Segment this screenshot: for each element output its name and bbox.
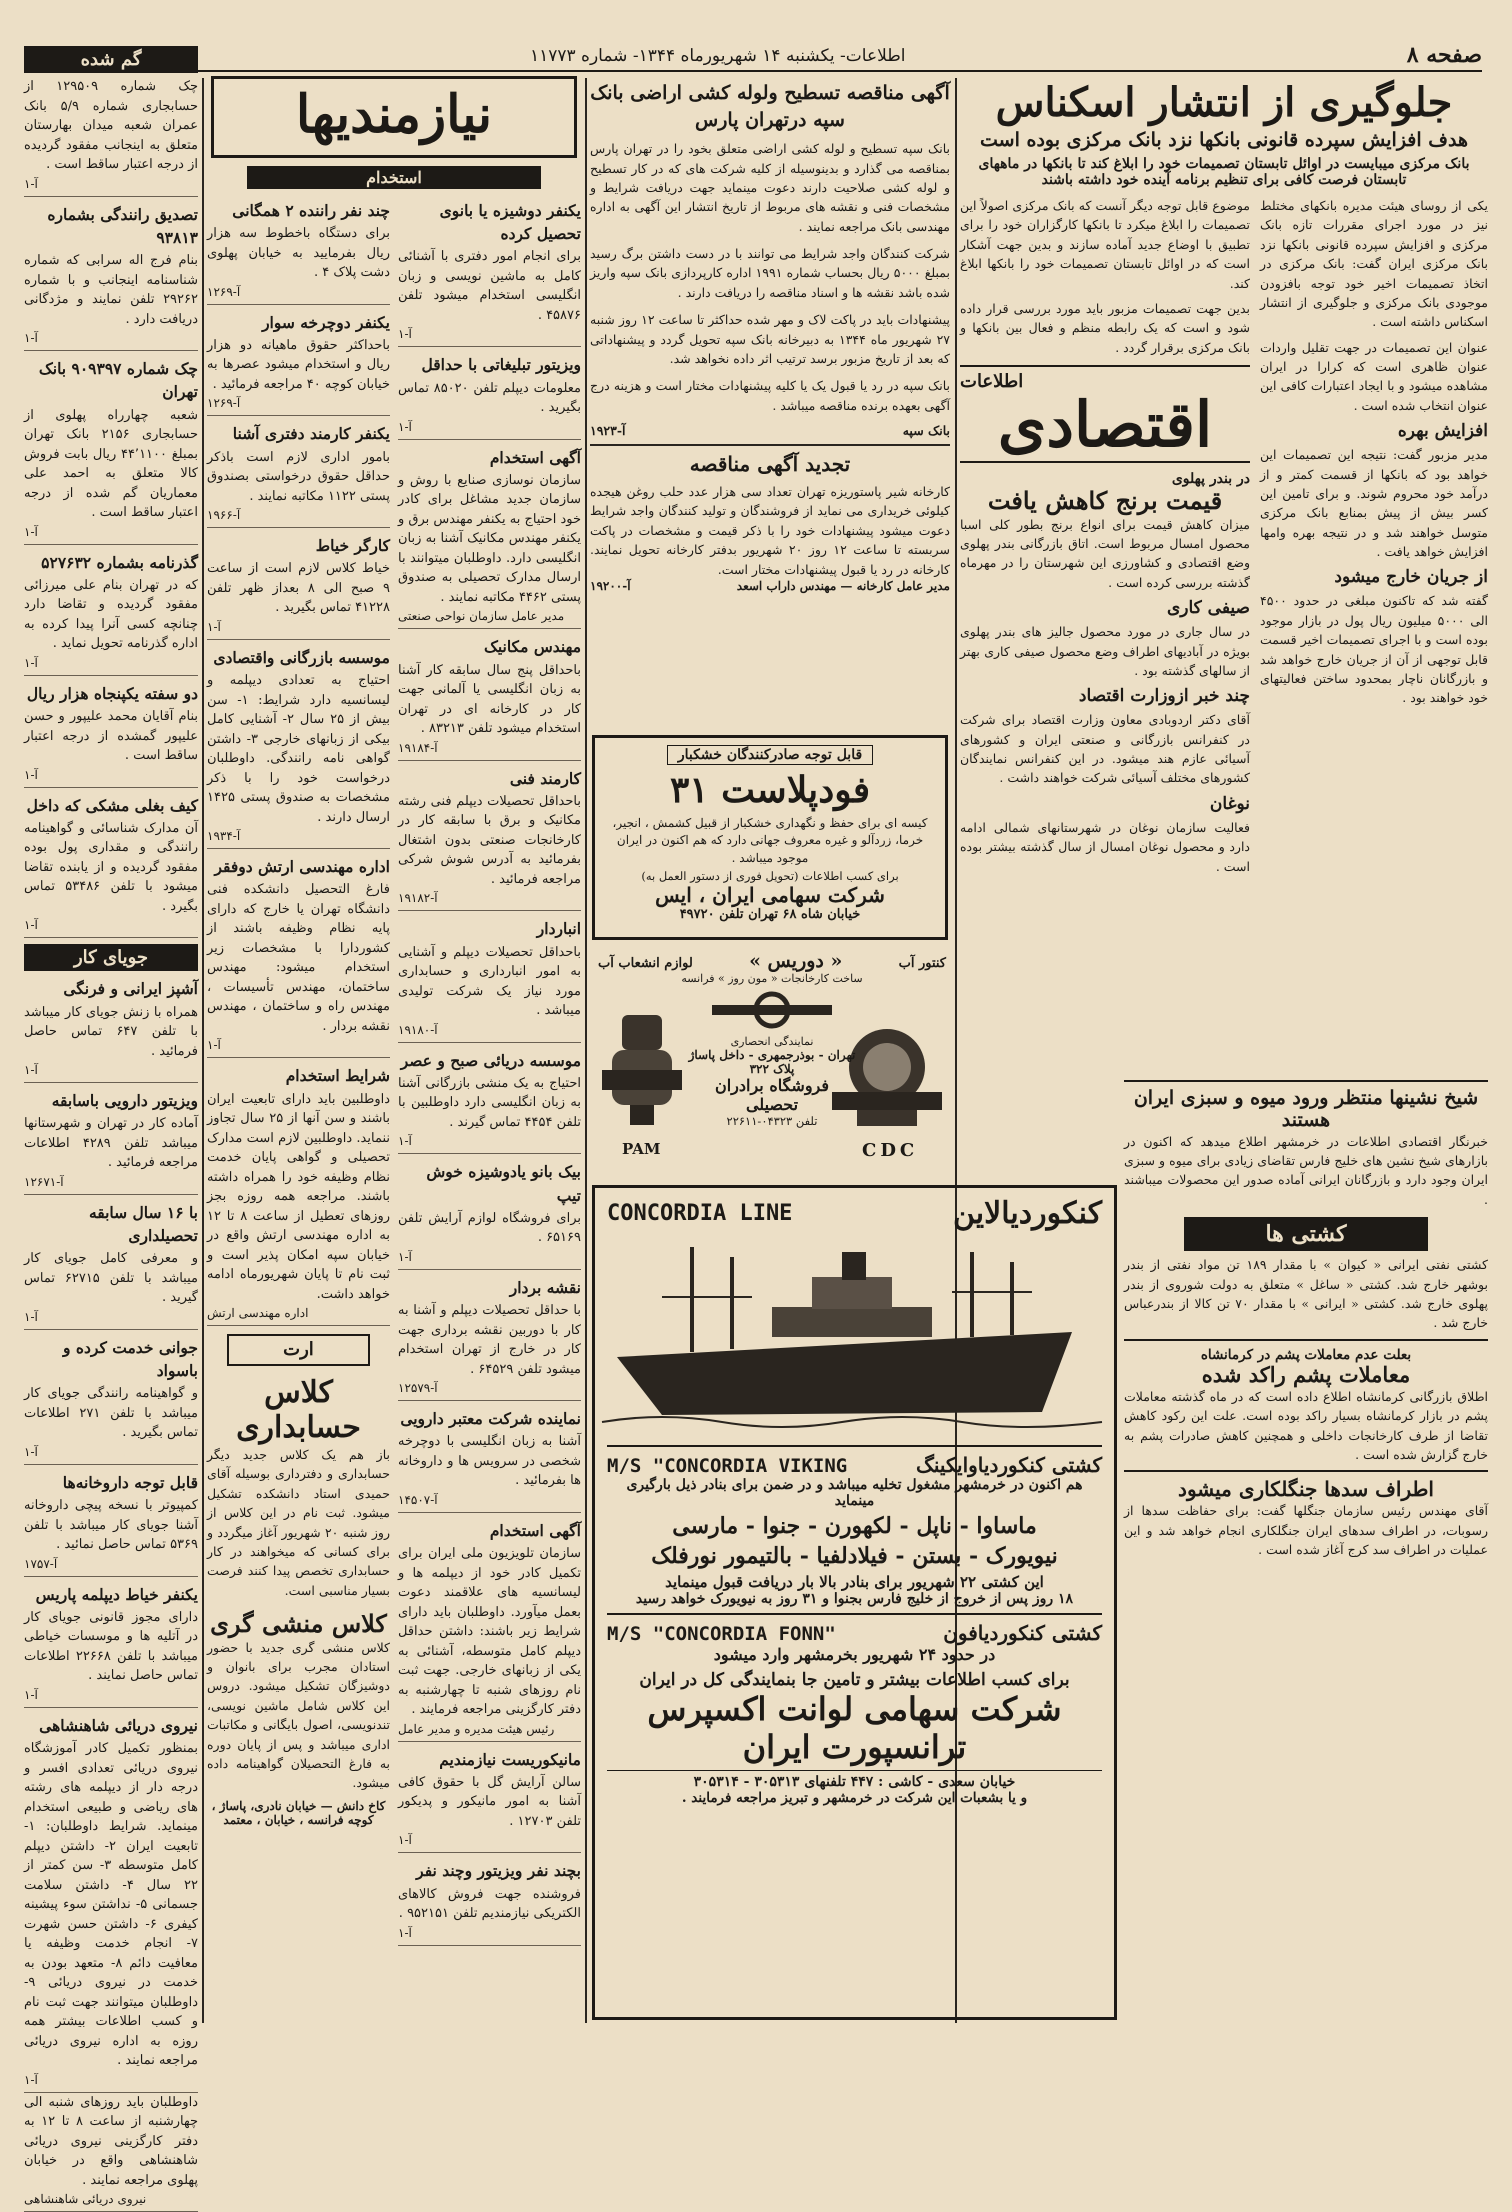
classified-title: آگهی استخدام: [398, 446, 581, 469]
classified-body: آشنا به زبان انگلیسی با دوچرخه شخصی در سرویس ها و داروخانه ها بفرمائید .: [398, 1432, 581, 1491]
classified-number: رئیس هیئت مدیره و مدیر عامل: [398, 1720, 581, 1738]
classified-item: [398, 1859, 581, 1945]
classified-title: چند نفر راننده ۲ همگانی: [207, 199, 390, 222]
classified-number: آ-۱: [207, 618, 390, 636]
classified-number: آ-۱: [398, 1831, 581, 1849]
classified-title: قابل توجه داروخانه‌ها: [24, 1471, 198, 1494]
foodplast-top: قابل توجه صادرکنندگان خشکبار: [667, 745, 873, 765]
tender2-title: تجدید آگهی مناقصه: [590, 452, 950, 476]
classified-body: سالن آرایش گل با حقوق کافی آشنا به امور مانیکور و پدیکور تلفن ۱۲۷۰۳ .: [398, 1773, 581, 1832]
classified-body: خیاط کلاس لازم است از ساعت ۹ صبح الی ۸ بعداز ظهر تلفن ۴۱۲۲۸ تماس بگیرید .: [207, 559, 390, 618]
veg-body: خبرنگار اقتصادی اطلاعات در خرمشهر اطلاع میدهد که اکنون در بازارهای شیخ نشین های خلیج فارس تقاضای زیادی برای میوه و سبزی ایران وجود دارد و بازرگانان ایرانی آماده صدور این محصولات میباشند .: [1124, 1132, 1488, 1210]
section-silk: نوغان: [960, 794, 1250, 814]
classified-body: بمنظور تکمیل کادر آموزشگاه نیروی دریائی تعدادی افسر و درجه دار از دیپلمه های رشته های ریاضی و طبیعی استخدام مینماید. شرایط داوطلبان: ۱- تابعیت ایران ۲- داشتن دیپلم کامل متوسطه ۳- سن کمتر از ۲۲ سال ۴- داشتن سلامت جسمانی ۵- نداشتن سوء پیشینه کیفری ۶- داشتن حسن شهرت ۷- انجام خدمت وظیفه یا معافیت دائم ۸- متعهد بودن به خدمت در نیروی دریائی ۹- داوطلبان میتوانند جهت ثبت نام و کسب اطلاعات بیشتر همه روزه به اداره نیروی دریائی مراجعه نمایند .: [24, 1739, 198, 2071]
classified-title: یکنفر دوچرخه سوار: [207, 311, 390, 334]
classified-body: بنام آقایان محمد علیپور و حسن علیپور گمشده از درجه اعتبار ساقط است .: [24, 707, 198, 766]
classified-body: و معرفی کامل جویای کار میباشد با تلفن ۶۲۷۱۵ تماس گیرید .: [24, 1249, 198, 1308]
classified-body: احتیاج به یک منشی بازرگانی آشنا به زبان انگلیسی دارد داوطلبین با تلفن ۴۴۵۴ تماس گیرند .: [398, 1074, 581, 1133]
classified-title: یکنفر خیاط دیپلمه پاریس: [24, 1583, 198, 1606]
classified-item: [398, 1160, 581, 1270]
tender2-sign: مدیر عامل کارخانه — مهندس داراب اسعد: [737, 579, 950, 593]
tender1-body: [590, 139, 950, 415]
column-classifieds: [207, 76, 581, 2022]
classified-number: آ-۱۹۶۶: [207, 506, 390, 524]
classified-number: آ-۱: [398, 325, 581, 343]
classified-body: شعبه چهارراه پهلوی از حسابجاری ۲۱۵۶ بانک تهران بمبلغ ۴۴٬۱۱۰۰ ریال بابت فروش کالا متعلق به احمد علی معماریان گم شده از درجه اعتبار ساقط است .: [24, 406, 198, 523]
classified-number: آ-۱: [24, 175, 198, 193]
ports-europe: ماساوا - ناپل - لکهورن - جنوا - مارسی: [607, 1513, 1102, 1539]
wool-kicker: بعلت عدم معاملات پشم در کرمانشاه: [1124, 1339, 1488, 1363]
masthead: نیازمندیها: [211, 76, 577, 158]
classified-title: انباردار: [398, 917, 581, 940]
hire-list-right: [398, 193, 581, 1946]
meter-sub: ساخت کارخانجات « مون روز » فرانسه: [592, 972, 952, 985]
valve-icon: [602, 1010, 682, 1130]
classified-number: آ-۱۲۶۷۱: [24, 1173, 198, 1191]
classified-item: [24, 1201, 198, 1330]
classified-item: [207, 646, 390, 849]
classified-title: نیروی دریائی شاهنشاهی: [24, 1714, 198, 1737]
classified-item: [24, 1089, 198, 1195]
jobs-banner: جویای کار: [24, 944, 198, 971]
classified-title: چک شماره ۹۰۹۳۹۷ بانک تهران: [24, 357, 198, 404]
classified-number: آ-۱: [207, 1036, 390, 1054]
classified-number: آ-۱: [24, 1443, 198, 1461]
classified-body: همراه با زنش جویای کار میباشد با تلفن ۶۴۷ تماس حاصل فرمائید .: [24, 1003, 198, 1062]
classified-title: کارمند فنی: [398, 767, 581, 790]
classified-item: [24, 1714, 198, 2093]
classified-number: آ-۱۹۱۸۰: [398, 1021, 581, 1039]
classified-item: [24, 1336, 198, 1465]
classified-item: [398, 1519, 581, 1742]
classified-title: جوانی خدمت کرده و باسواد: [24, 1336, 198, 1383]
classified-title: مانیکوریست نیازمندیم: [398, 1748, 581, 1771]
classified-number: آ-۱: [398, 1248, 581, 1266]
classified-title: اداره مهندسی ارتش دوفقر: [207, 855, 390, 878]
classified-number: آ-۱: [398, 418, 581, 436]
classified-number: آ-۱۴۵۰۷: [398, 1491, 581, 1509]
classified-item: [24, 977, 198, 1083]
classified-title: بچند نفر ویزیتور وچند نفر: [398, 1859, 581, 1882]
economic-title: اقتصادی: [960, 392, 1250, 457]
ships-body: کشتی نفتی ایرانی « کیوان » با مقدار ۱۸۹ تن مواد نفتی از بندر بوشهر خارج شد. کشتی « ساغل » متعلق به دولت شوروی از بندر پهلوی خارج شد. کشتی « ایرانی » با مقدار ۷۰ تن کالا از بندرعباس خارج شد .: [1124, 1255, 1488, 1333]
classified-title: ویزیتور دارویی باسابقه: [24, 1089, 198, 1112]
tender1-paragraph: پیشنهادات باید در پاکت لاک و مهر شده حداکثر تا ساعت ۱۲ روز شنبه ۲۷ شهریور ماه ۱۳۴۴ به دبیرخانه بانک سپه تحویل گردد و پیشنهاداتی که بعد از تاریخ مزبور برسد ترتیب اثر داده نخواهد شد.: [590, 310, 950, 368]
viking-fa: کشتی کنکوردیاوایکینگ: [916, 1453, 1102, 1477]
classified-item: [207, 199, 390, 305]
foodplast-address: خیابان شاه ۶۸ تهران تلفن ۴۹۷۲۰: [605, 907, 935, 922]
class2-title: کلاس منشی گری: [207, 1610, 390, 1638]
classified-item: [398, 917, 581, 1042]
classified-number: آ-۱: [24, 766, 198, 784]
classified-item: [398, 1049, 581, 1155]
classified-item: [398, 1407, 581, 1513]
tender2-body: کارخانه شیر پاستوریزه تهران تعداد سی هزار عدد حلب روغن هیجده کیلوئی خریداری می نماید از فروشندگان و تولید کنندگان واجد شرایط دعوت میشود پیشنهادات خود را با ذکر قیمت و مشخصات در پاکت سربسته تا ساعت ۱۲ روز ۲۰ شهریور بدفتر کارخانه تحویل نمایند. کارخانه در رد یا قبول پیشنهادات مختار است.: [590, 482, 950, 579]
classified-item: [24, 682, 198, 788]
classified-item: [398, 199, 581, 348]
column-divider: [585, 78, 587, 2023]
classified-body: برای دستگاه باخطوط سه هزار ریال بفرمایید به خیابان پهلوی دشت پلاک ۴ .: [207, 224, 390, 283]
tender1-number: آ-۱۹۲۳: [590, 423, 626, 438]
classified-title: کارگر خیاط: [207, 534, 390, 557]
classified-item: [24, 2093, 198, 2212]
economic-box: [960, 365, 1250, 463]
meter-brand: « دوریس »: [749, 950, 842, 972]
meter-shop: فروشگاه برادران تحصیلی: [687, 1076, 857, 1114]
classified-number: آ-۱۹۱۸۲: [398, 889, 581, 907]
classified-body: احتیاج به تعدادی دیپلمه و لیسانسیه دارد شرایط: ۱- سن بیش از ۲۵ سال ۲- آشنایی کامل بیکی از زبانهای خارجی ۳- داشتن گواهی نامه رانندگی. داوطلبان درخواست خود را با ذکر مشخصات به صندوق پستی ۱۴۲۵ ارسال دارند .: [207, 671, 390, 827]
classified-item: [24, 1471, 198, 1577]
classified-title: آگهی استخدام: [398, 1519, 581, 1542]
pipe-clamp-icon: [712, 990, 832, 1030]
section-ministry-news-body: آقای دکتر اردوبادی معاون وزارت اقتصاد برای شرکت در کنفرانس بازرگانی و صنعتی ایران و کشورهای آسیائی عازم هند میشود. در این کنفرانس نمایندگان کشورهای مختلف آسیائی شرکت خواهند داشت .: [960, 710, 1250, 788]
lead-left-2: بدین جهت تصمیمات مزبور باید مورد بررسی قرار داده شود و است که یک رابطه منظم و فعال بین بانکها و بانک مرکزی برقرار گردد .: [960, 299, 1250, 357]
wool-headline: معاملات پشم راکد شده: [1124, 1363, 1488, 1387]
company-name-2: ترانسپورت ایران: [607, 1728, 1102, 1766]
meter-right-label: لوازم انشعاب آب: [598, 956, 693, 971]
classified-item: [24, 357, 198, 545]
classified-title: بیک بانو یادوشیزه خوش تیپ: [398, 1160, 581, 1207]
page-number: صفحه ۸: [1407, 42, 1482, 68]
meter-tag-cdc: CDC: [862, 1140, 918, 1161]
wool-body: اطلاق بازرگانی کرمانشاه اطلاع داده است که در ماه گذشته معاملات پشم در بازار کرمانشاه بسیار راکد بوده است. علت این رکود کاهش تقاضا از طرف کارخانجات داخلی و همچنین کاهش صادرات پشم به خارج گزارش شده است .: [1124, 1387, 1488, 1465]
classified-item: [207, 422, 390, 528]
ship-line2: ۱۸ روز پس از خروج از خلیج فارس بجنوا و ۳۱ روز به نیویورک خواهد رسید: [607, 1591, 1102, 1607]
forest-headline: اطراف سدها جنگلکاری میشود: [1124, 1470, 1488, 1501]
classified-body: باحداقل تحصیلات دیپلم فنی رشته مکانیک و برق با سابقه کار در کارخانجات صنعتی بدون اشتغال بفرمائید به آدرس شوش شرکی مراجعه فرمائید .: [398, 792, 581, 890]
veg-headline: شیخ نشینها منتظر ورود میوه و سبزی ایران هستند: [1124, 1080, 1488, 1132]
divider: [590, 444, 950, 446]
main-headline: جلوگیری از انتشار اسکناس: [960, 80, 1488, 126]
meter-address: تهران - بوذرجمهری - داخل پاساژ پلاک ۳۲۲: [687, 1048, 857, 1076]
classified-body: با حداقل تحصیلات دیپلم و آشنا به کار با دوربین نقشه برداری جهت کار در خارج از تهران استخدام میشود تلفن ۶۴۵۲۹ .: [398, 1301, 581, 1379]
classified-title: دو سفته یکپنجاه هزار ریال: [24, 682, 198, 705]
viking-text: هم اکنون در خرمشهر مشغول تخلیه میباشد و در ضمن برای بنادر ذیل بارگیری مینماید: [607, 1477, 1102, 1509]
classified-body: بامور اداری لازم است باذکر حداقل حقوق درخواستی بصندوق پستی ۱۱۲۲ مکاتبه نمایند .: [207, 448, 390, 507]
section-ministry-news: چند خبر ازوزارت اقتصاد: [960, 686, 1250, 706]
classified-item: [24, 1583, 198, 1708]
classified-title: نقشه بردار: [398, 1276, 581, 1299]
class2-body: کلاس منشی گری جدید با حضور استادان مجرب برای بانوان و دوشیزگان تشکیل میشود. دروس این کلاس شامل ماشین نویسی، تندنویسی، اصول بایگانی و مکاتبات اداری میباشد و پس از پایان دوره به فارغ التحصیلان گواهینامه داده میشود.: [207, 1638, 390, 1793]
foodplast-body: کیسه ای برای حفظ و نگهداری خشکبار از قبیل کشمش ، انجیر، خرما، زردآلو و غیره معروف جهانی دارد که هم اکنون در ایران موجود میباشد .: [605, 815, 935, 867]
meter-left-label: کنتور آب: [899, 956, 946, 971]
viking-en: M/S "CONCORDIA VIKING: [607, 1455, 847, 1477]
lower-right-news: [1124, 1080, 1488, 2020]
classified-body: کمپیوتر با نسخه پیچی داروخانه آشنا جویای کار میباشد با تلفن ۵۳۶۹ تماس حاصل نمائید .: [24, 1496, 198, 1555]
classified-body: باحداقل پنج سال سابقه کار آشنا به زبان انگلیسی یا آلمانی جهت کار در کارخانه ای در تهران استخدام میشود تلفن ۸۳۲۱۳ .: [398, 661, 581, 739]
classified-number: آ-۱: [24, 1308, 198, 1326]
classified-number: اداره مهندسی ارتش: [207, 1304, 390, 1322]
classified-item: [24, 794, 198, 939]
tender1-paragraph: شرکت کنندگان واجد شرایط می توانند با در دست داشتن برگ رسید بمبلغ ۵۰۰۰ ریال بحساب شماره ۱۹۹۱ اداره کارپردازی بانک سپه واریز شده باشد نقشه ها و اسناد مناقصه را دریافت دارند .: [590, 244, 950, 302]
classified-body: فروشنده جهت فروش کالاهای الکتریکی نیازمندیم تلفن ۹۵۲۱۵۱ .: [398, 1885, 581, 1924]
classified-item: [398, 635, 581, 760]
ports-america: نیویورک - بستن - فیلادلفیا - بالتیمور نورفلک: [607, 1543, 1102, 1569]
ship-info: برای کسب اطلاعات بیشتر و تامین جا بنمایندگی کل در ایران: [607, 1670, 1102, 1690]
classified-number: آ-۱: [24, 654, 198, 672]
classified-body: برای فروشگاه لوازم آرایش تلفن ۶۵۱۶۹ .: [398, 1209, 581, 1248]
classified-title: نماینده شرکت معتبر دارویی: [398, 1407, 581, 1430]
classified-body: سازمان تلویزیون ملی ایران برای تکمیل کادر خود از دیپلمه ها و لیسانسیه های علاقمند دعوت بعمل میآورد. داوطلبان باید دارای شرایط زیر باشند: داشتن حداقل دیپلم کامل متوسطه، آشنائی به یکی از زبانهای خارجی. جهت ثبت نام روزهای شنبه تا چهارشنبه به دفتر کارگزینی مراجعه فرمایند .: [398, 1544, 581, 1720]
classified-number: آ-۱۹۳۴: [207, 827, 390, 845]
page-header: [30, 38, 1482, 72]
hire-list-left: [207, 199, 390, 1326]
foodplast-ad: [592, 735, 948, 940]
rice-headline: قیمت برنج کاهش یافت: [960, 487, 1250, 515]
classified-body: آماده کار در تهران و شهرستانها میباشد تلفن ۴۲۸۹ اطلاعات مراجعه فرمائید .: [24, 1114, 198, 1173]
classified-body: باحداکثر حقوق ماهیانه دو هزار ریال و استخدام میشود عصرها به خیابان کوچه ۴۰ مراجعه فرمائید .: [207, 336, 390, 395]
classified-item: [398, 1276, 581, 1401]
classified-body: چک شماره ۱۲۹۵۰۹ از حسابجاری شماره ۵/۹ بانک عمران شعبه میدان بهارستان متعلق به اینجانب مفقود گردیده از درجه اعتبار ساقط است .: [24, 77, 198, 175]
classified-title: یکنفر دوشیزه یا بانوی تحصیل کرده: [398, 199, 581, 246]
classified-number: آ-۱۲۵۷۹: [398, 1379, 581, 1397]
class-footer: کاخ دانش — خیابان نادری، پاساژ ، کوچه فرانسه ، خیابان ، معتمد: [207, 1799, 390, 1827]
classified-item: [207, 311, 390, 417]
classified-body: و گواهینامه رانندگی جویای کار میباشد با تلفن ۲۷۱ اطلاعات تماس بگیرید .: [24, 1384, 198, 1443]
tender2-number: آ-۱۹۲۰۰: [590, 579, 631, 593]
classified-number: آ-۱: [398, 1924, 581, 1942]
classified-title: موسسه بازرگانی واقتصادی: [207, 646, 390, 669]
fonn-text: در حدود ۲۴ شهریور بخرمشهر وارد میشود: [607, 1645, 1102, 1664]
classified-number: آ-۱: [24, 1686, 198, 1704]
classified-body: سازمان نوسازی صنایع با روش و سازمان جدید مشاغل برای کادر خود احتیاج به یکنفر مهندس برق و یکنفر مهندس مکانیک آشنا به زبان انگلیسی دارد. داوطلبان میتوانند با ارسال مدارک تحصیلی به صندوق پستی ۴۴۶۲ مکاتبه نمایند .: [398, 471, 581, 608]
classified-item: [398, 446, 581, 630]
dateline: اطلاعات- یکشنبه ۱۴ شهریورماه ۱۳۴۴- شماره ۱۱۷۷۳: [530, 46, 906, 66]
classified-body: دارای مجوز قانونی جویای کار در آتلیه ها و موسسات خیاطی میباشد با تلفن ۲۲۶۶۸ اطلاعات تماس حاصل نمایند .: [24, 1608, 198, 1686]
foodplast-company: شرکت سهامی ایران ، ایس: [605, 883, 935, 907]
meter-phone: تلفن ۰۴۳۲۳-۲۲۶۱۱: [687, 1114, 857, 1128]
classified-number: آ-۱۹۱۸۴: [398, 739, 581, 757]
classified-body: باحداقل تحصیلات دیپلم و آشنایی به امور انبارداری و حسابداری مورد نیاز یک شرکت تولیدی میباشد .: [398, 943, 581, 1021]
classified-body: بنام فرج اله سرابی که شماره شناسنامه اینجانب و با شماره ۲۹۲۶۲ تلفن نمایند و مژدگانی دریافت دارد .: [24, 251, 198, 329]
classified-title: موسسه دریائی صبح و عصر: [398, 1049, 581, 1072]
classified-item: [24, 77, 198, 197]
meter-tag-pam: PAM: [622, 1140, 660, 1158]
classified-item: [207, 855, 390, 1058]
class1-title: کلاس حسابداری: [207, 1376, 390, 1445]
section-interest: افزایش بهره: [1260, 421, 1488, 441]
rice-body: میزان کاهش قیمت برای انواع برنج بطور کلی اسبا محصول امسال مربوط است. اتاق بازرگانی بندر پهلوی وضع اقتصادی و کشاورزی این شهرستان را در مهرماه گذشته بررسی کرده است .: [960, 515, 1250, 593]
classified-item: [24, 551, 198, 676]
tender1-title: آگهی مناقصه تسطیح ولوله کشی اراضی بانک سپه درتهران پارس: [590, 80, 950, 133]
classified-item: [398, 767, 581, 912]
section-vegetable-farming: صیفی کاری: [960, 598, 1250, 618]
classified-number: آ-۱: [24, 1061, 198, 1079]
lead-right: یکی از روسای هیئت مدیره بانکهای مختلط نیز در مورد اجرای مقررات تازه بانک مرکزی و افزایش سپرده قانونی بانکها نزد بانک مرکزی ایران گفت: بانک مرکزی در اتخاذ تصمیمات اخیر خود توجه بافزودن موجودی بانک مرکزی و جلوگیری از انتشار اسکناس داشته است .: [1260, 196, 1488, 332]
classified-title: شرایط استخدام: [207, 1064, 390, 1087]
lead-left: موضوع قابل توجه دیگر آنست که بانک مرکزی اصولاً این تصمیمات را ابلاغ میکرد تا بانکها کارگزاران خود را برای تطبیق با اوضاع جدید آماده سازند و بدین جهت آشکار است که در اوائل تابستان تصمیمات خود را بانکها ابلاغ کند.: [960, 196, 1250, 293]
classified-number: آ-۱۲۶۹: [207, 394, 390, 412]
sub-sub-headline: بانک مرکزی میبایست در اوائل تابستان تصمیمات خود را ابلاغ کند تا بانکها در ماههای تابستان فرصت کافی برای تنظیم برنامه آینده خود داشته باشند: [970, 156, 1478, 188]
classified-item: [398, 353, 581, 439]
classified-item: [24, 203, 198, 352]
classified-title: کیف بغلی مشکی که داخل: [24, 794, 198, 817]
classified-body: داوطلبین باید دارای تابعیت ایران باشند و سن آنها از ۲۵ سال تجاوز ننماید. داوطلبین لازم است مدارک تحصیلی و گواهی پایان خدمت نظام وظیفه خود را همراه داشته باشند. مراجعه همه روزه بجز روزهای تعطیل از ساعت ۸ تا ۱۲ به اداره مهندسی ارتش واقع در خیابان سپه امکان پذیر است و ثبت نام تا پایان شهریورماه ادامه خواهد داشت.: [207, 1090, 390, 1305]
ships-banner: کشتی ها: [1184, 1217, 1428, 1251]
section-interest-body: مدیر مزبور گفت: نتیجه این تصمیمات این خواهد بود که بانکها از قسمت کمتر و از درآمد خود محروم شوند. و برای تامین این کسر بیش از پیش بمنابع بانک مرکزی متوسل خواهند شد و در نتیجه بهره وامها افزایش خواهد یافت .: [1260, 445, 1488, 561]
fonn-en: M/S "CONCORDIA FONN": [607, 1623, 836, 1645]
classified-title: تصدیق رانندگی بشماره ۹۳۸۱۳: [24, 203, 198, 250]
water-meter-ad: [592, 950, 952, 1175]
ship-line1: این کشتی ۲۲ شهریور برای بنادر بالا بار دریافت قبول مینماید: [607, 1573, 1102, 1591]
section-circulation-body: گفته شد که تاکنون مبلغی در حدود ۴۵۰۰ الی ۵۰۰۰ میلیون ریال پول در بازار موجود بوده است و با اجرای تصمیمات اخیر قسمت قابل توجهی از آن از جریان خارج خواهد شد و بازرگانان ناچار بمحدود ساختن فعالیتهای خود خواهند بود .: [1260, 591, 1488, 707]
foodplast-note: برای کسب اطلاعات (تحویل فوری از دستور العمل به): [605, 869, 935, 883]
classified-item: [207, 534, 390, 640]
fonn-fa: کشتی کنکوردیافون: [943, 1621, 1102, 1645]
classified-number: آ-۱۲۶۹: [207, 283, 390, 301]
rice-kicker: در بندر پهلوی: [960, 471, 1250, 487]
section-vegetable-farming-body: در سال جاری در مورد محصول جالیز های بندر پهلوی بویژه در آبادیهای اطراف وضع محصول صیفی کاری بهتر از سالهای گذشته بود .: [960, 622, 1250, 680]
company-branch: و یا بشعبات این شرکت در خرمشهر و تبریز مراجعه فرمایند .: [607, 1790, 1102, 1806]
classified-number: آ-۱۷۵۷: [24, 1555, 198, 1573]
company-name-1: شرکت سهامی لوانت اکسپرس: [607, 1690, 1102, 1728]
column-lost-found: [24, 46, 198, 2021]
section-silk-body: فعالیت سازمان نوغان در شهرستانهای شمالی ادامه دارد و محصول نوغان امسال از سال گذشته بیشتر بوده است .: [960, 818, 1250, 876]
classified-body: فارغ التحصیل دانشکده فنی دانشگاه تهران یا خارج که دارای پایه نظام وظیفه باشند از کشوردارا با مشخصات زیر استخدام میشود: مهندس ساختمان، مهندس تأسیسات ، مهندس راه و ساختمان ، مهندس نقشه بردار .: [207, 880, 390, 1036]
classified-item: [398, 1748, 581, 1854]
classified-number: مدیر عامل سازمان نواحی صنعتی: [398, 607, 581, 625]
classified-title: ویزیتور تبلیغاتی با حداقل: [398, 353, 581, 376]
classified-number: آ-۱: [398, 1132, 581, 1150]
classified-body: داوطلبان باید روزهای شنبه الی چهارشنبه از ساعت ۸ تا ۱۲ به دفتر کارگزینی نیروی دریائی شاهنشاهی واقع در خیابان پهلوی مراجعه نمایند .: [24, 2093, 198, 2191]
classified-number: آ-۱: [24, 2071, 198, 2089]
classified-title: گذرنامه بشماره ۵۲۷۶۳۲: [24, 551, 198, 574]
lead-right-2: عنوان این تصمیمات در جهت تقلیل واردات عنوان ظاهری است که کرارا در ایران مشاهده میشود و با ایجاد اعتبارات کافی این عنوان انتخاب شده است .: [1260, 338, 1488, 416]
classified-title: آشپز ایرانی و فرنگی: [24, 977, 198, 1000]
classified-number: آ-۱: [24, 523, 198, 541]
classified-number: نیروی دریائی شاهنشاهی: [24, 2190, 198, 2208]
hire-banner: استخدام: [247, 166, 541, 189]
classified-title: با ۱۶ سال سابقه تحصیلداری: [24, 1201, 198, 1248]
classified-body: برای انجام امور دفتری با آشنائی کامل به ماشین نویسی و زبان انگلیسی استخدام میشود تلفن ۴۵۸۷۶ .: [398, 247, 581, 325]
column-divider: [202, 78, 204, 2023]
section-circulation: از جریان خارج میشود: [1260, 567, 1488, 587]
economic-label: اطلاعات: [960, 371, 1250, 392]
forest-body: آقای مهندس رئیس سازمان جنگلها گفت: برای حفاظت سدها از رسوبات، در اطراف سدهای ایران جنگلکاری انجام خواهد شد و این عملیات در اطراف سد کرج آغاز شده است .: [1124, 1501, 1488, 1559]
lost-list: [24, 77, 198, 938]
meter-agency-label: نمایندگی انحصاری: [687, 1035, 857, 1048]
tender1-paragraph: بانک سپه تسطیح و لوله کشی اراضی متعلق بخود را در تهران پارس بمناقصه می گذارد و بدینوسیله از کلیه شرکت های که در کار تسطیح و لوله کشی صلاحیت دارند دعوت مینماید جهت دریافت شرایط و مشخصات فنی و نقشه های مربوط از تاریخ انتشار این آگهی به اداره مهندسی بانک مراجعه نمایند .: [590, 139, 950, 236]
concordia-title-fa: کنکوردیالاین: [953, 1196, 1102, 1231]
classified-body: معلومات دیپلم تلفن ۸۵۰۲۰ تماس بگیرید .: [398, 379, 581, 418]
tender1-sign: بانک سپه: [903, 423, 950, 438]
classified-title: یکنفر کارمند دفتری آشنا: [207, 422, 390, 445]
logo-text: ارت: [283, 1339, 314, 1360]
classified-number: آ-۱: [24, 329, 198, 347]
lost-banner: گم شده: [24, 46, 198, 73]
company-address: خیابان سعدی - کاشی : ۴۴۷ تلفنهای ۳۰۵۳۱۳ - ۳۰۵۳۱۴: [607, 1770, 1102, 1790]
logo-box: [227, 1334, 370, 1366]
job-seekers-list: [24, 977, 198, 2212]
classified-number: آ-۱: [24, 916, 198, 934]
classified-item: [207, 1064, 390, 1326]
sub-headline: هدف افزایش سپرده قانونی بانکها نزد بانک مرکزی بوده است: [960, 130, 1488, 152]
classified-body: که در تهران بنام علی میرزائی مفقود گردیده و تقاضا دارد چنانچه کسی آنرا پیدا کرده به اداره گذرنامه تحویل نماید .: [24, 576, 198, 654]
meter-agency: [687, 1035, 857, 1128]
concordia-title-en: CONCORDIA LINE: [607, 1201, 792, 1226]
tender1-paragraph: بانک سپه در رد یا قبول یک یا کلیه پیشنهادات مختار است و هزینه درج آگهی بعهده برنده مناقصه میباشد .: [590, 376, 950, 415]
classified-title: مهندس مکانیک: [398, 635, 581, 658]
class1-body: باز هم یک کلاس جدید دیگر حسابداری و دفترداری بوسیله آقای حمیدی استاد دانشکده تشکیل میشود. ثبت نام در این کلاس از روز شنبه ۲۰ شهریور آغاز میگردد و برای کسانی که میخواهند در کار حسابداری تخصص پیدا کنند فرصت بسیار مناسبی است.: [207, 1445, 390, 1600]
foodplast-brand: فودپلاست ۳۱: [605, 769, 935, 811]
classified-body: آن مدارک شناسائی و گواهینامه رانندگی و مقداری پول بوده مفقود گردیده و از یابنده تقاضا میشود با تلفن ۵۳۴۸۶ تماس بگیرد .: [24, 819, 198, 917]
